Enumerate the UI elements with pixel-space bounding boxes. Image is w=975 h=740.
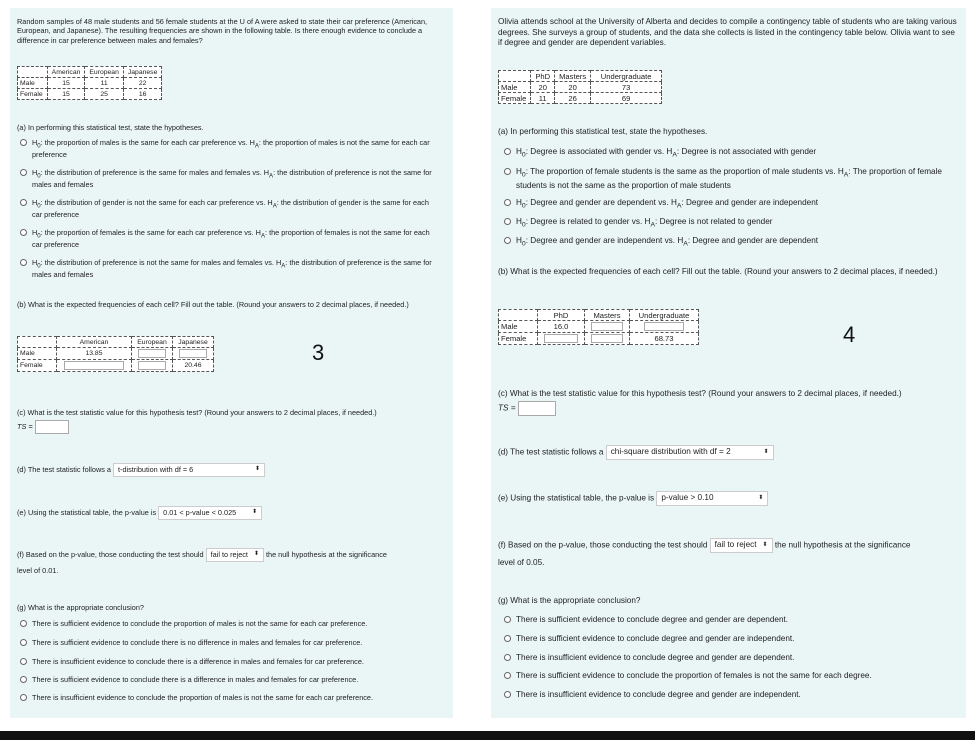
radio-button[interactable] bbox=[504, 616, 511, 623]
table-header-row bbox=[499, 71, 662, 82]
table-cell: 22 bbox=[123, 78, 161, 89]
question-g: (g) What is the appropriate conclusion? bbox=[498, 596, 641, 605]
table-header-cell: PhD bbox=[538, 310, 585, 321]
table-cell: Female bbox=[499, 333, 538, 345]
table-cell: 20 bbox=[531, 82, 555, 93]
p-value-select-value: p-value > 0.10 bbox=[661, 493, 714, 503]
question-c: (c) What is the test statistic value for this hypothesis test? (Round your answers to 2 decimal places, if needed.) bbox=[17, 408, 377, 417]
question-c: (c) What is the test statistic value for this hypothesis test? (Round your answers to 2 decimal places, if needed.) bbox=[498, 389, 902, 398]
radio-button[interactable] bbox=[20, 694, 27, 701]
table-cell: Male bbox=[499, 321, 538, 333]
table-cell: Female bbox=[499, 93, 531, 104]
table-row bbox=[18, 89, 162, 100]
hypothesis-option[interactable]: $H_0$: the proportion of females is the same for each car preference vs. $H_A$: the proportion of females is not the same for each car preference bbox=[20, 228, 440, 250]
expected-input-cell[interactable] bbox=[585, 333, 630, 345]
radio-button[interactable] bbox=[20, 676, 27, 683]
select-arrow-icon: ⬍ bbox=[758, 494, 764, 501]
select-arrow-icon: ⬍ bbox=[762, 541, 768, 548]
table-header-cell: Masters bbox=[585, 310, 630, 321]
expected-input[interactable] bbox=[64, 361, 123, 370]
conclusion-label: There is sufficient evidence to conclude the proportion of females is not the same for each degree. bbox=[516, 671, 872, 680]
conclusion-option[interactable] bbox=[20, 675, 358, 684]
conclusion-label: There is insufficient evidence to conclude degree and gender are independent. bbox=[516, 690, 801, 699]
table-row bbox=[18, 360, 214, 372]
decision-select-value: fail to reject bbox=[210, 550, 248, 560]
expected-table bbox=[17, 336, 214, 372]
table-cell: Male bbox=[18, 78, 48, 89]
observed-table bbox=[498, 70, 662, 104]
conclusion-option[interactable] bbox=[504, 615, 788, 626]
radio-button[interactable] bbox=[504, 218, 511, 225]
question-a: (a) In performing this statistical test, state the hypotheses. bbox=[498, 127, 708, 136]
table-cell: 11 bbox=[85, 78, 123, 89]
distribution-select-value: chi-square distribution with df = 2 bbox=[610, 447, 731, 457]
table-cell: 13.85 bbox=[57, 348, 132, 360]
question-g: (g) What is the appropriate conclusion? bbox=[17, 603, 144, 612]
table-cell: 15 bbox=[47, 78, 85, 89]
decision-select-value: fail to reject bbox=[714, 540, 757, 550]
question-f: (f) Based on the p-value, those conducting the test should bbox=[17, 549, 204, 559]
conclusion-option[interactable] bbox=[20, 638, 362, 647]
expected-table bbox=[498, 309, 699, 345]
table-header-row bbox=[18, 337, 214, 348]
radio-button[interactable] bbox=[504, 168, 511, 175]
expected-input-cell[interactable] bbox=[132, 360, 173, 372]
radio-button[interactable] bbox=[20, 639, 27, 646]
radio-button[interactable] bbox=[20, 259, 27, 266]
radio-button[interactable] bbox=[20, 229, 27, 236]
table-header-cell bbox=[499, 310, 538, 321]
question-e: (e) Using the statistical table, the p-value is bbox=[17, 507, 157, 517]
hypothesis-option[interactable]: $H_0$: the distribution of gender is not the same for each car preference vs. $H_A$: the distribution of gender is the same for each car preference bbox=[20, 198, 440, 220]
hypothesis-option[interactable]: $H_0$: Degree and gender are dependent vs. $H_A$: Degree and gender are independent bbox=[504, 198, 959, 212]
table-cell: Female bbox=[18, 360, 57, 372]
radio-button[interactable] bbox=[20, 169, 27, 176]
table-header-cell bbox=[18, 337, 57, 348]
expected-input[interactable] bbox=[644, 322, 684, 331]
p-value-select[interactable] bbox=[656, 491, 768, 506]
radio-button[interactable] bbox=[504, 672, 511, 679]
table-row bbox=[499, 333, 699, 345]
expected-input-cell[interactable] bbox=[630, 321, 699, 333]
table-header-cell bbox=[18, 67, 48, 78]
select-arrow-icon: ⬍ bbox=[763, 448, 769, 455]
table-cell: 11 bbox=[531, 93, 555, 104]
hypothesis-option[interactable]: $H_0$: Degree is associated with gender vs. $H_A$: Degree is not associated with gender bbox=[504, 147, 959, 161]
table-cell: Male bbox=[499, 82, 531, 93]
expected-input[interactable] bbox=[591, 322, 623, 331]
radio-button[interactable] bbox=[20, 199, 27, 206]
select-arrow-icon: ⬍ bbox=[252, 509, 258, 516]
table-header-cell: Undergraduate bbox=[630, 310, 699, 321]
conclusion-option[interactable] bbox=[20, 619, 367, 628]
table-cell: 73 bbox=[591, 82, 662, 93]
distribution-select[interactable] bbox=[113, 463, 265, 477]
test-statistic-input[interactable] bbox=[35, 420, 69, 434]
question-f-level: level of 0.05. bbox=[498, 558, 545, 567]
distribution-select-value: t-distribution with df = 6 bbox=[117, 465, 194, 475]
conclusion-label: There is insufficient evidence to conclude there is a difference in males and females for car preference. bbox=[32, 657, 364, 666]
p-value-select[interactable] bbox=[158, 506, 262, 520]
question-d-row bbox=[17, 463, 265, 477]
conclusion-label: There is sufficient evidence to conclude the proportion of males is not the same for each car preference. bbox=[32, 619, 368, 628]
select-arrow-icon: ⬍ bbox=[253, 551, 259, 558]
question-f: (f) Based on the p-value, those conducting the test should bbox=[498, 540, 708, 550]
table-header-cell: Masters bbox=[555, 71, 591, 82]
question-f-level: level of 0.01. bbox=[17, 566, 59, 575]
hypothesis-option[interactable]: $H_0$: the proportion of males is the same for each car preference vs. $H_A$: the proportion of males is not the same for each car preference bbox=[20, 138, 440, 160]
expected-input-cell[interactable] bbox=[538, 333, 585, 345]
table-cell: 20.46 bbox=[173, 360, 214, 372]
expected-input[interactable] bbox=[138, 349, 167, 358]
table-cell: 68.73 bbox=[630, 333, 699, 345]
question-e-row bbox=[17, 506, 262, 520]
table-cell: 16 bbox=[123, 89, 161, 100]
table-header-row bbox=[18, 67, 162, 78]
table-cell: 16.0 bbox=[538, 321, 585, 333]
expected-input-cell[interactable] bbox=[57, 360, 132, 372]
radio-button[interactable] bbox=[504, 148, 511, 155]
question-number: 4 bbox=[843, 322, 856, 347]
hypothesis-option[interactable]: $H_0$: Degree is related to gender vs. $H_A$: Degree is not related to gender bbox=[504, 217, 959, 231]
question-number: 3 bbox=[312, 340, 325, 365]
table-header-cell: European bbox=[132, 337, 173, 348]
question-f-cont: the null hypothesis at the significance bbox=[266, 549, 387, 559]
question-b: (b) What is the expected frequencies of each cell? Fill out the table. (Round your answers to 2 decimal places, if needed.) bbox=[17, 300, 409, 309]
hypothesis-option[interactable]: $H_0$: Degree and gender are independent vs. $H_A$: Degree and gender are dependent bbox=[504, 236, 959, 250]
table-header-cell: Japanese bbox=[123, 67, 161, 78]
table-cell: 25 bbox=[85, 89, 123, 100]
table-row bbox=[499, 82, 662, 93]
conclusion-option[interactable] bbox=[20, 657, 364, 666]
bottom-bar bbox=[0, 731, 975, 740]
conclusion-option[interactable] bbox=[20, 693, 373, 702]
test-statistic-row bbox=[17, 420, 69, 434]
decision-select[interactable] bbox=[710, 538, 773, 553]
expected-input[interactable] bbox=[591, 334, 623, 343]
question-b: (b) What is the expected frequencies of each cell? Fill out the table. (Round your answers to 2 decimal places, if needed.) bbox=[498, 267, 938, 276]
table-header-cell: European bbox=[85, 67, 123, 78]
conclusion-option[interactable] bbox=[504, 671, 872, 682]
question-f-row bbox=[498, 538, 966, 553]
conclusion-label: There is sufficient evidence to conclude degree and gender are dependent. bbox=[516, 615, 789, 624]
table-cell: 26 bbox=[555, 93, 591, 104]
table-header-cell: American bbox=[47, 67, 85, 78]
ts-label: TS = bbox=[17, 421, 33, 431]
distribution-select[interactable] bbox=[606, 445, 774, 460]
hypothesis-option[interactable]: $H_0$: the distribution of preference is not the same for males and females vs. $H_A$: the distribution of preference is the same for males and females bbox=[20, 258, 440, 280]
conclusion-label: There is insufficient evidence to conclude degree and gender are dependent. bbox=[516, 653, 795, 662]
expected-input[interactable] bbox=[138, 361, 167, 370]
table-cell: Female bbox=[18, 89, 48, 100]
conclusion-option[interactable] bbox=[504, 653, 794, 664]
select-arrow-icon: ⬍ bbox=[254, 466, 260, 473]
question-f-row bbox=[17, 548, 447, 562]
conclusion-option[interactable] bbox=[504, 690, 801, 701]
table-header-cell: PhD bbox=[531, 71, 555, 82]
table-row bbox=[18, 78, 162, 89]
question-intro: Olivia attends school at the University of Alberta and decides to compile a contingency table of students who are taking various degrees. She surveys a group of students, and the data she collects is listed in the contingency table below. Olivia want to see if degree and gender are dependent variables. bbox=[498, 17, 957, 48]
hypothesis-option[interactable]: $H_0$: the distribution of preference is the same for males and females vs. $H_A$: the distribution of preference is not the same for males and females bbox=[20, 168, 440, 190]
table-cell: 15 bbox=[47, 89, 85, 100]
question-d: (d) The test statistic follows a bbox=[17, 464, 111, 474]
expected-input-cell[interactable] bbox=[173, 348, 214, 360]
test-statistic-row bbox=[498, 401, 556, 416]
radio-button[interactable] bbox=[20, 658, 27, 665]
table-row bbox=[499, 93, 662, 104]
question-panel-3 bbox=[10, 8, 453, 718]
observed-table bbox=[17, 66, 162, 100]
conclusion-option[interactable] bbox=[504, 634, 794, 645]
table-cell: Male bbox=[18, 348, 57, 360]
radio-button[interactable] bbox=[504, 635, 511, 642]
question-e: (e) Using the statistical table, the p-value is bbox=[498, 493, 655, 503]
table-cell: 69 bbox=[591, 93, 662, 104]
table-header-cell: Undergraduate bbox=[591, 71, 662, 82]
question-f-cont: the null hypothesis at the significance bbox=[774, 540, 911, 550]
conclusion-label: There is insufficient evidence to conclude the proportion of males is not the same for each car preference. bbox=[32, 693, 373, 702]
question-e-row bbox=[498, 491, 768, 506]
radio-button[interactable] bbox=[504, 237, 511, 244]
table-header-row bbox=[499, 310, 699, 321]
expected-input[interactable] bbox=[544, 334, 578, 343]
ts-label: TS = bbox=[498, 403, 516, 413]
question-a: (a) In performing this statistical test, state the hypotheses. bbox=[17, 123, 204, 132]
table-row bbox=[499, 321, 699, 333]
table-cell: 20 bbox=[555, 82, 591, 93]
table-header-cell: American bbox=[57, 337, 132, 348]
expected-input-cell[interactable] bbox=[585, 321, 630, 333]
conclusion-label: There is sufficient evidence to conclude there is no difference in males and females for car preference. bbox=[32, 638, 363, 647]
radio-button[interactable] bbox=[504, 691, 511, 698]
conclusion-label: There is sufficient evidence to conclude there is a difference in males and females for car preference. bbox=[32, 675, 359, 684]
table-header-cell: Japanese bbox=[173, 337, 214, 348]
p-value-select-value: 0.01 < p-value < 0.025 bbox=[163, 508, 237, 518]
question-d-row bbox=[498, 445, 774, 460]
question-d: (d) The test statistic follows a bbox=[498, 447, 604, 457]
question-intro: Random samples of 48 male students and 56 female students at the U of A were asked to state their car preference (American, European, and Japanese). The resulting frequencies are shown in the following table. Is there enough evidence to conclude a difference in car preference between males and females? bbox=[17, 17, 428, 45]
decision-select[interactable] bbox=[206, 548, 264, 562]
table-row bbox=[18, 348, 214, 360]
conclusion-label: There is sufficient evidence to conclude degree and gender are independent. bbox=[516, 634, 795, 643]
table-header-cell bbox=[499, 71, 531, 82]
radio-button[interactable] bbox=[504, 654, 511, 661]
expected-input[interactable] bbox=[179, 349, 208, 358]
expected-input-cell[interactable] bbox=[132, 348, 173, 360]
hypothesis-option[interactable]: $H_0$: The proportion of female students is the same as the proportion of male students vs. $H_A$: The proportion of female students is not the same as the proportion of male students bbox=[504, 167, 959, 191]
radio-button[interactable] bbox=[20, 139, 27, 146]
question-panel-4 bbox=[491, 8, 966, 718]
radio-button[interactable] bbox=[20, 620, 27, 627]
radio-button[interactable] bbox=[504, 199, 511, 206]
test-statistic-input[interactable] bbox=[518, 401, 556, 416]
